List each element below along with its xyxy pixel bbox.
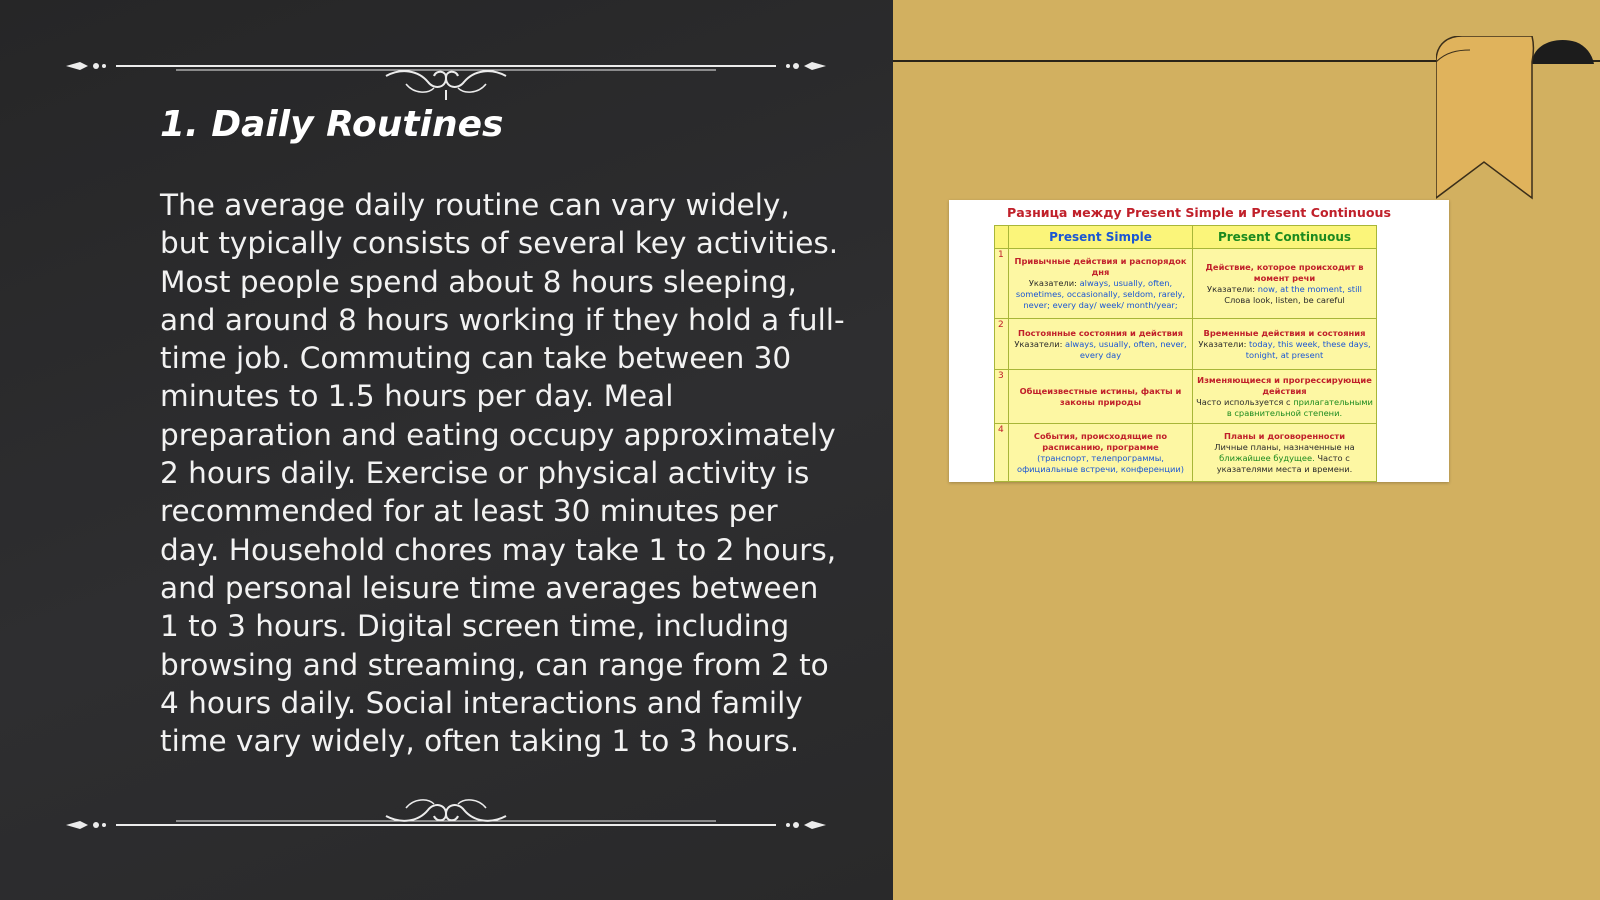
simple-text: (транспорт, телепрограммы, официальные встречи, конференции) [1017,452,1184,474]
continuous-cell [1193,249,1377,319]
markers-label: Указатели: [1198,338,1247,349]
simple-cell [1009,319,1193,370]
body-text: The average daily routine can vary widely, but typically consists of several key activities. Most people spend about 8 hours sleeping, and around 8 hours working if they hold a full-time job. Commuting can take between 30 minutes to 1.5 hours per day. Meal preparation and eating occupy approximately 2 hours daily. Exercise or physical activity is recommended for at least 30 minutes per day. Household chores may take 1 to 2 hours, and personal leisure time averages between 1 to 3 hours. Digital screen time, including browsing and streaming, can range from 2 to 4 hours daily. Social interactions and family time vary widely, often taking 1 to 3 hours. [160,188,845,759]
ornament-divider-bottom-icon [66,780,826,840]
continuous-text: Часто с указателями места и времени. [1216,452,1353,474]
continuous-markers: ближайшее будущее. [1219,452,1315,463]
grammar-table-image [949,200,1449,482]
continuous-extra: Слова look, listen, be careful [1224,294,1345,305]
header-present-simple: Present Simple [1009,226,1193,249]
row-number: 2 [995,319,1009,370]
simple-usage-title: События, происходящие по расписанию, программе [1033,430,1168,452]
row-number: 3 [995,370,1009,424]
continuous-cell [1193,319,1377,370]
simple-cell [1009,249,1193,319]
simple-markers: always, usually, often, never, every day [1065,338,1187,360]
table-row [995,319,1377,370]
markers-label: Указатели: [1014,338,1063,349]
simple-usage-title: Привычные действия и распорядок дня [1014,256,1187,277]
simple-usage-title: Общеизвестные истины, факты и законы природы [1019,385,1182,407]
table-row [995,424,1377,482]
row-number: 1 [995,249,1009,319]
row-number: 4 [995,424,1009,482]
simple-cell [1009,370,1193,424]
continuous-cell [1193,370,1377,424]
markers-label: Указатели: [1028,278,1077,288]
table-row [995,249,1377,319]
continuous-markers: прилагательными в сравнительной степени. [1226,396,1373,418]
markers-label: Указатели: [1207,283,1256,294]
ornament-divider-top-icon [66,40,826,100]
continuous-cell [1193,424,1377,482]
continuous-text: Личные планы, назначенные на [1214,441,1355,452]
continuous-usage-title: Изменяющиеся и прогрессирующие действия [1197,374,1372,396]
continuous-usage-title: Действие, которое происходит в момент речи [1205,261,1364,283]
continuous-markers: now, at the moment, still [1257,283,1362,294]
bookmark-ribbon-icon [1436,36,1600,200]
simple-usage-title: Постоянные состояния и действия [1018,327,1183,338]
table-row [995,370,1377,424]
simple-markers: always, usually, often, sometimes, occasionally, seldom, rarely, never; every day/ week/ month/year; [1015,278,1186,310]
continuous-usage-title: Временные действия и состояния [1203,327,1366,338]
grammar-table [994,225,1377,482]
table-header-row [995,226,1377,249]
simple-cell [1009,424,1193,482]
header-present-continuous: Present Continuous [1193,226,1377,249]
continuous-usage-title: Планы и договоренности [1223,430,1346,441]
slide-title: 1. Daily Routines [160,104,504,145]
continuous-text: Часто используется с [1196,396,1291,407]
continuous-markers: today, this week, these days, tonight, at present [1245,338,1371,360]
table-caption: Разница между Present Simple и Present Continuous [1007,205,1391,220]
header-number [995,226,1009,249]
